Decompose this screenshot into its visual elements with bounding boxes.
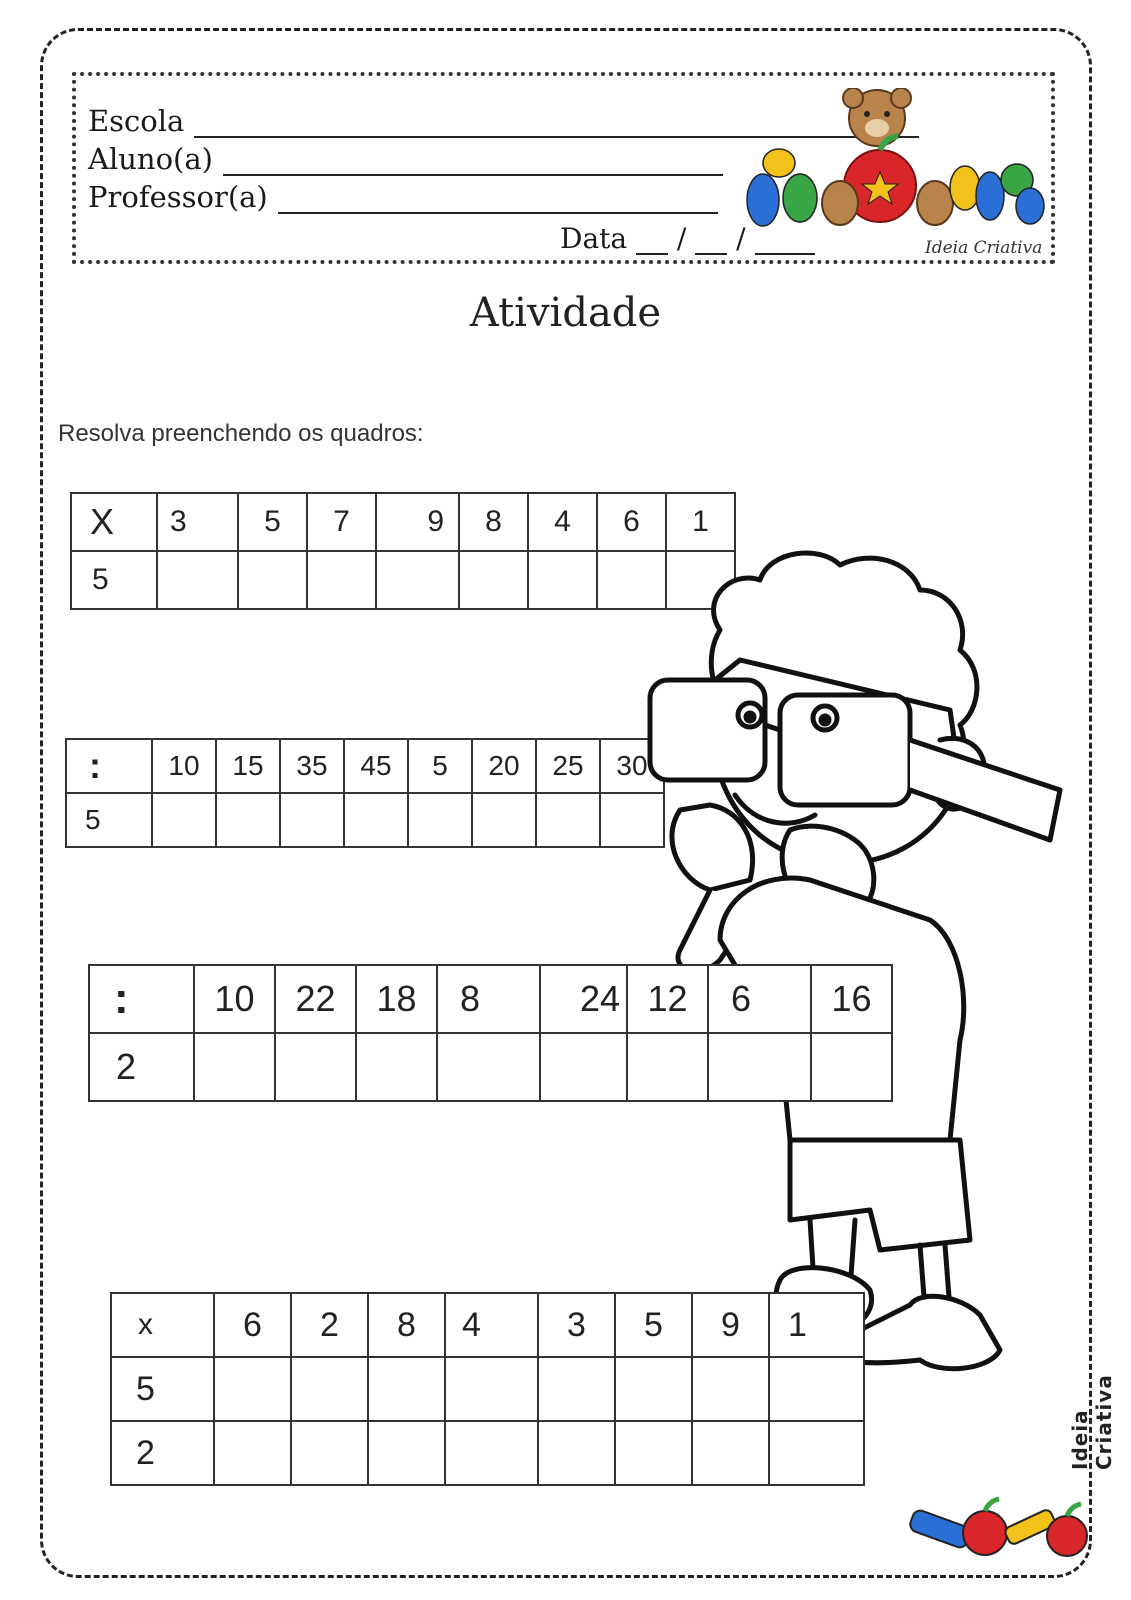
- multiplication-table-2: [110, 1292, 865, 1486]
- teacher-row: [88, 180, 718, 214]
- table-header-row: [89, 965, 892, 1033]
- header-cell: 9: [376, 493, 459, 551]
- header-cell: 35: [280, 739, 344, 793]
- table-row: [111, 1357, 864, 1421]
- header-cell: 1: [666, 493, 735, 551]
- answer-cell[interactable]: [528, 551, 597, 609]
- header-cell: 10: [152, 739, 216, 793]
- header-cell: 6: [597, 493, 666, 551]
- operator-cell: X: [71, 493, 157, 551]
- brand-signature: Ideia Criativa: [925, 238, 1043, 258]
- header-cell: 3: [157, 493, 238, 551]
- table-row: [111, 1421, 864, 1485]
- answer-cell[interactable]: [368, 1357, 445, 1421]
- date-label: Data: [560, 222, 628, 255]
- header-cell: 8: [437, 965, 540, 1033]
- answer-cell[interactable]: [538, 1357, 615, 1421]
- student-field[interactable]: [223, 148, 723, 176]
- school-label: Escola: [88, 104, 185, 138]
- answer-cell[interactable]: [214, 1357, 291, 1421]
- header-cell: 25: [536, 739, 600, 793]
- header-cell: 6: [708, 965, 811, 1033]
- student-row: [88, 142, 723, 176]
- header-cell: 8: [459, 493, 528, 551]
- operator-cell: x: [111, 1293, 214, 1357]
- answer-cell[interactable]: [214, 1421, 291, 1485]
- answer-cell[interactable]: [368, 1421, 445, 1485]
- header-cell: 18: [356, 965, 437, 1033]
- header-cell: 2: [291, 1293, 368, 1357]
- answer-cell[interactable]: [472, 793, 536, 847]
- answer-cell[interactable]: [708, 1033, 811, 1101]
- header-cell: 10: [194, 965, 275, 1033]
- header-cell: 24: [540, 965, 627, 1033]
- header-cell: 4: [445, 1293, 538, 1357]
- header-cell: 20: [472, 739, 536, 793]
- answer-cell[interactable]: [152, 793, 216, 847]
- operator-cell: :: [89, 965, 194, 1033]
- operator-cell: :: [66, 739, 152, 793]
- header-cell: 12: [627, 965, 708, 1033]
- header-cell: 22: [275, 965, 356, 1033]
- date-separator: /: [736, 222, 746, 255]
- student-label: Aluno(a): [88, 142, 213, 176]
- answer-cell[interactable]: [216, 793, 280, 847]
- table-header-row: [111, 1293, 864, 1357]
- table-row: [89, 1033, 892, 1101]
- answer-cell[interactable]: [280, 793, 344, 847]
- answer-cell[interactable]: [769, 1421, 864, 1485]
- teacher-field[interactable]: [278, 186, 718, 214]
- teddy-abc-logo: [745, 88, 1055, 258]
- apples-crayons-decoration: [905, 1488, 1095, 1563]
- answer-cell[interactable]: [291, 1421, 368, 1485]
- answer-cell[interactable]: [692, 1421, 769, 1485]
- answer-cell[interactable]: [408, 793, 472, 847]
- answer-cell[interactable]: [536, 793, 600, 847]
- row-multiplier-cell: 2: [111, 1421, 214, 1485]
- answer-cell[interactable]: [540, 1033, 627, 1101]
- answer-cell[interactable]: [615, 1421, 692, 1485]
- page-title: Atividade: [469, 290, 662, 336]
- answer-cell[interactable]: [291, 1357, 368, 1421]
- side-brand-text: Ideia Criativa: [1068, 1374, 1116, 1470]
- table-header-row: [66, 739, 664, 793]
- answer-cell[interactable]: [445, 1421, 538, 1485]
- header-cell: 5: [408, 739, 472, 793]
- answer-cell[interactable]: [238, 551, 307, 609]
- answer-cell[interactable]: [376, 551, 459, 609]
- row-divisor-cell: 5: [66, 793, 152, 847]
- table-row: [71, 551, 735, 609]
- answer-cell[interactable]: [307, 551, 376, 609]
- answer-cell[interactable]: [275, 1033, 356, 1101]
- answer-cell[interactable]: [437, 1033, 540, 1101]
- multiplication-table-1: [70, 492, 736, 610]
- answer-cell[interactable]: [811, 1033, 892, 1101]
- answer-cell[interactable]: [769, 1357, 864, 1421]
- instruction-text: Resolva preenchendo os quadros:: [58, 420, 424, 447]
- header-cell: 5: [238, 493, 307, 551]
- answer-cell[interactable]: [157, 551, 238, 609]
- header-cell: 45: [344, 739, 408, 793]
- answer-cell[interactable]: [615, 1357, 692, 1421]
- division-table-2: [88, 964, 893, 1102]
- table-row: [66, 793, 664, 847]
- teacher-label: Professor(a): [88, 180, 268, 214]
- header-cell: 16: [811, 965, 892, 1033]
- header-cell: 7: [307, 493, 376, 551]
- answer-cell[interactable]: [538, 1421, 615, 1485]
- answer-cell[interactable]: [692, 1357, 769, 1421]
- row-multiplier-cell: 5: [71, 551, 157, 609]
- answer-cell[interactable]: [459, 551, 528, 609]
- answer-cell[interactable]: [445, 1357, 538, 1421]
- answer-cell[interactable]: [627, 1033, 708, 1101]
- header-cell: 8: [368, 1293, 445, 1357]
- date-separator: /: [676, 222, 687, 255]
- header-cell: 6: [214, 1293, 291, 1357]
- header-cell: 1: [769, 1293, 864, 1357]
- table-header-row: [71, 493, 735, 551]
- answer-cell[interactable]: [344, 793, 408, 847]
- header-cell: 15: [216, 739, 280, 793]
- date-month-field[interactable]: [695, 229, 727, 255]
- answer-cell[interactable]: [194, 1033, 275, 1101]
- row-divisor-cell: 2: [89, 1033, 194, 1101]
- division-table-1: [65, 738, 665, 848]
- header-cell: 3: [538, 1293, 615, 1357]
- row-multiplier-cell: 5: [111, 1357, 214, 1421]
- header-cell: 9: [692, 1293, 769, 1357]
- date-day-field[interactable]: [636, 229, 668, 255]
- answer-cell[interactable]: [356, 1033, 437, 1101]
- header-cell: 5: [615, 1293, 692, 1357]
- header-cell: 30: [600, 739, 664, 793]
- header-cell: 4: [528, 493, 597, 551]
